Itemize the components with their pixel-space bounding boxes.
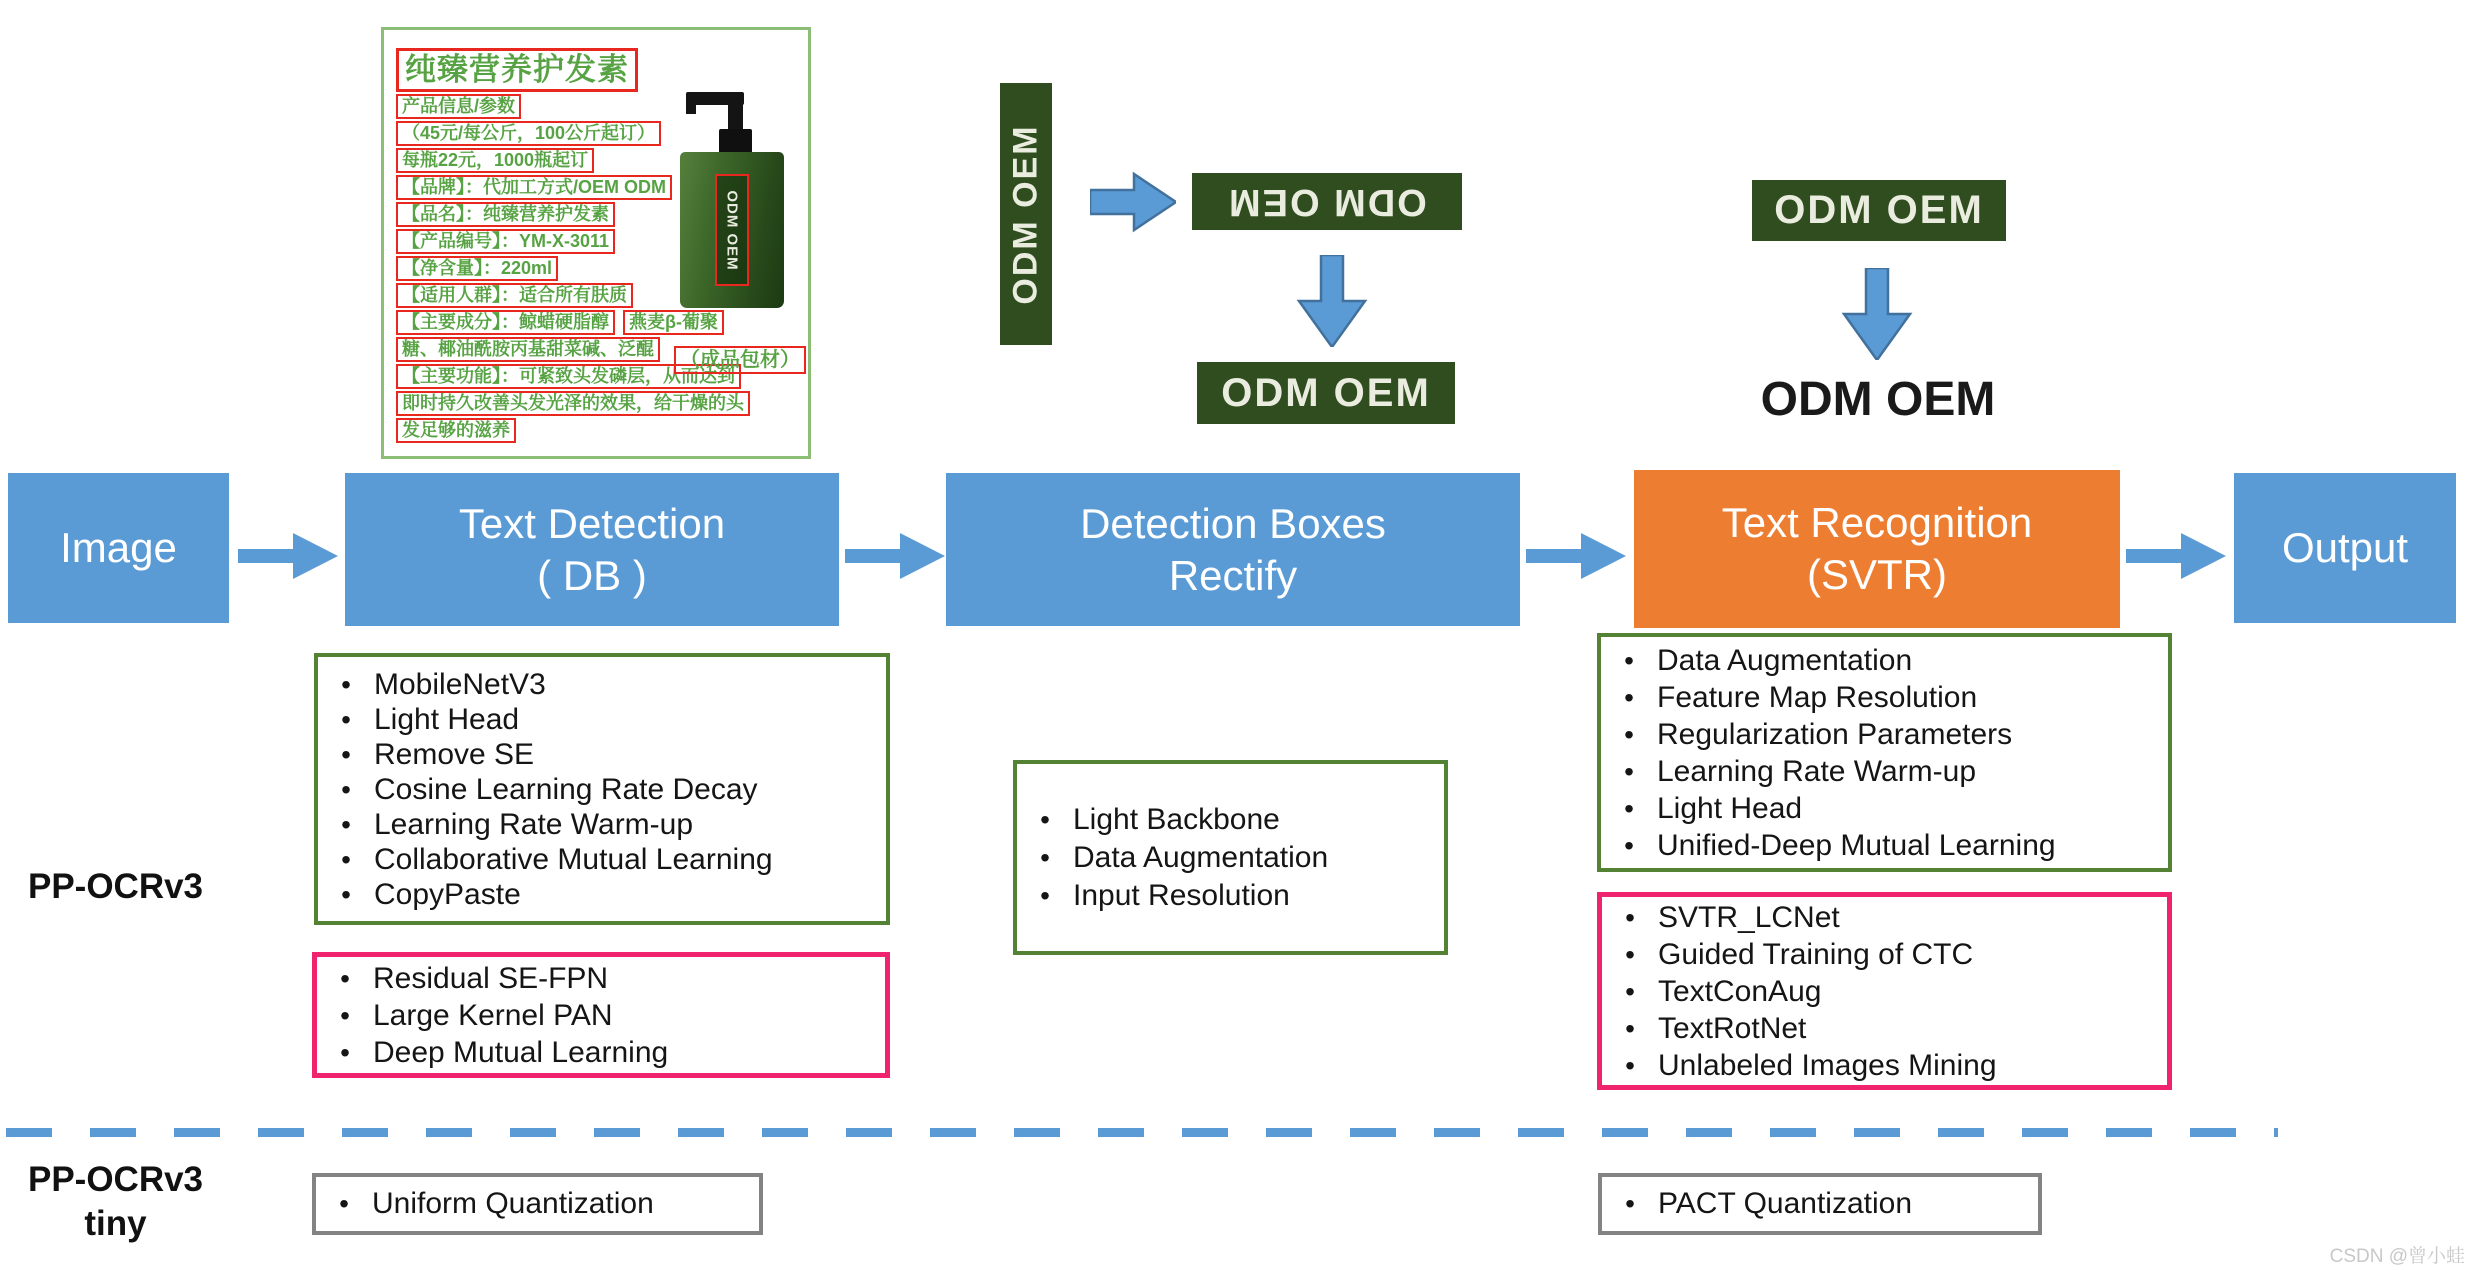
flow-arrow-right-icon bbox=[1090, 164, 1176, 240]
list-item: • CopyPaste bbox=[318, 877, 886, 912]
stage-output-label: Output bbox=[2281, 524, 2409, 571]
stage-text-recognition bbox=[1634, 470, 2120, 628]
rectify-strategies-box bbox=[1013, 760, 1448, 955]
recognition-sample-text: ODM OEM bbox=[1774, 188, 1984, 232]
row-label-tiny-line2: tiny bbox=[84, 1204, 147, 1243]
list-item: • Light Backbone bbox=[1017, 801, 1444, 839]
pipeline-arrow-icon bbox=[238, 511, 338, 601]
detection-new-modules-box bbox=[312, 952, 890, 1078]
stage-rectify-sublabel: Rectify bbox=[1168, 551, 1298, 599]
stage-image bbox=[8, 473, 229, 623]
list-item: • Data Augmentation bbox=[1017, 839, 1444, 877]
stage-image-label: Image bbox=[60, 524, 177, 571]
list-item: • Residual SE-FPN bbox=[317, 960, 885, 997]
product-line: 【品名】：纯臻营养护发素 bbox=[396, 202, 615, 227]
sample-flipped-text-strip bbox=[1192, 173, 1462, 230]
sample-vertical-text: ODM OEM bbox=[1006, 123, 1045, 305]
detection-strategies-box bbox=[314, 653, 890, 925]
bottle-label-text: ODM OEM bbox=[723, 189, 741, 271]
stage-rectify-label: Detection Boxes bbox=[1080, 499, 1386, 547]
list-item: • TextConAug bbox=[1602, 973, 2167, 1010]
sample-vertical-text-strip bbox=[1000, 83, 1052, 345]
list-item: • PACT Quantization bbox=[1602, 1187, 2038, 1221]
list-item: • Light Head bbox=[318, 702, 886, 737]
stage-detection-boxes-rectify bbox=[946, 473, 1520, 626]
list-item: • Guided Training of CTC bbox=[1602, 936, 2167, 973]
tiny-detection-quantization-box bbox=[312, 1173, 763, 1235]
sample-flipped-text: ODM OEM bbox=[1227, 181, 1427, 223]
row-label-ppocrv3: PP-OCRv3 bbox=[27, 867, 204, 906]
product-line: 【主要成分】：鲸蜡硬脂醇 bbox=[396, 310, 615, 335]
stage-text-detection bbox=[345, 473, 839, 626]
recognition-sample-strip bbox=[1752, 180, 2006, 241]
product-line: 【适用人群】：适合所有肤质 bbox=[396, 283, 633, 308]
row-label-tiny-line1: PP-OCRv3 bbox=[27, 1160, 204, 1199]
list-item: • TextRotNet bbox=[1602, 1010, 2167, 1047]
product-line: 【产品编号】：YM-X-3011 bbox=[396, 229, 615, 254]
list-item: • Large Kernel PAN bbox=[317, 997, 885, 1034]
product-line: 产品信息/参数 bbox=[396, 94, 521, 119]
list-item: • SVTR_LCNet bbox=[1602, 899, 2167, 936]
list-item: • Unified-Deep Mutual Learning bbox=[1601, 827, 2168, 864]
stage-recognition-sublabel: (SVTR) bbox=[1807, 551, 1947, 598]
pipeline-arrow-icon bbox=[2126, 511, 2226, 601]
product-title: 纯臻营养护发素 bbox=[396, 48, 638, 92]
pipeline-arrow-icon bbox=[1526, 511, 1626, 601]
list-item: • Unlabeled Images Mining bbox=[1602, 1047, 2167, 1084]
product-line: 发足够的滋养 bbox=[396, 418, 516, 443]
list-item: • Regularization Parameters bbox=[1601, 716, 2168, 753]
list-item: • Learning Rate Warm-up bbox=[318, 807, 886, 842]
bottle-pump-tip bbox=[686, 102, 696, 114]
list-item: • Learning Rate Warm-up bbox=[1601, 753, 2168, 790]
pipeline-arrow-icon bbox=[845, 511, 945, 601]
product-line: 糖、椰油酰胺丙基甜菜碱、泛醌 bbox=[396, 337, 660, 362]
product-line: 【主要功能】：可紧致头发磷层，从而达到 bbox=[396, 364, 741, 389]
bottle-illustration bbox=[680, 92, 784, 308]
bottle-body bbox=[680, 152, 784, 308]
list-item: • Light Head bbox=[1601, 790, 2168, 827]
bottle-pump-collar bbox=[719, 129, 752, 153]
product-line: 【品牌】：代加工方式/OEM ODM bbox=[396, 175, 672, 200]
list-item: • Input Resolution bbox=[1017, 877, 1444, 915]
product-line: 燕麦β-葡聚 bbox=[623, 310, 724, 335]
sample-rectified-text: ODM OEM bbox=[1221, 370, 1431, 415]
list-item: • Data Augmentation bbox=[1601, 642, 2168, 679]
recognition-strategies-box bbox=[1597, 633, 2172, 872]
list-item: • Uniform Quantization bbox=[316, 1187, 759, 1221]
list-item: • MobileNetV3 bbox=[318, 667, 886, 702]
tiny-recognition-quantization-box bbox=[1598, 1173, 2042, 1235]
recognized-output-text: ODM OEM bbox=[1760, 373, 1996, 426]
product-line: 即时持久改善头发光泽的效果，给干燥的头 bbox=[396, 391, 750, 416]
stage-recognition-label: Text Recognition bbox=[1721, 499, 2033, 546]
bottle-label-box bbox=[715, 174, 749, 286]
list-item: • Remove SE bbox=[318, 737, 886, 772]
sample-rectified-text-strip bbox=[1197, 362, 1455, 424]
product-line: 每瓶22元，1000瓶起订 bbox=[396, 148, 594, 173]
list-item: • Feature Map Resolution bbox=[1601, 679, 2168, 716]
detection-sample-image bbox=[381, 27, 811, 459]
stage-text-detection-sublabel: ( DB ) bbox=[537, 551, 647, 599]
flow-arrow-down-icon bbox=[1838, 268, 1916, 360]
list-item: • Cosine Learning Rate Decay bbox=[318, 772, 886, 807]
product-line: （45元/每公斤，100公斤起订） bbox=[396, 121, 661, 146]
package-label: （成品包材） bbox=[674, 346, 806, 374]
stage-output bbox=[2234, 473, 2456, 623]
list-item: • Collaborative Mutual Learning bbox=[318, 842, 886, 877]
recognition-new-modules-box bbox=[1597, 892, 2172, 1090]
product-line: 【净含量】：220ml bbox=[396, 256, 558, 281]
row-divider-dashed-line bbox=[6, 1128, 2278, 1137]
stage-text-detection-label: Text Detection bbox=[458, 499, 726, 547]
bottle-pump-stem bbox=[728, 101, 743, 131]
list-item: • Deep Mutual Learning bbox=[317, 1034, 885, 1071]
row-label-ppocrv3-tiny bbox=[18, 1158, 213, 1246]
flow-arrow-down-icon bbox=[1293, 255, 1371, 347]
watermark: CSDN @曾小蛙 bbox=[2329, 1246, 2465, 1267]
